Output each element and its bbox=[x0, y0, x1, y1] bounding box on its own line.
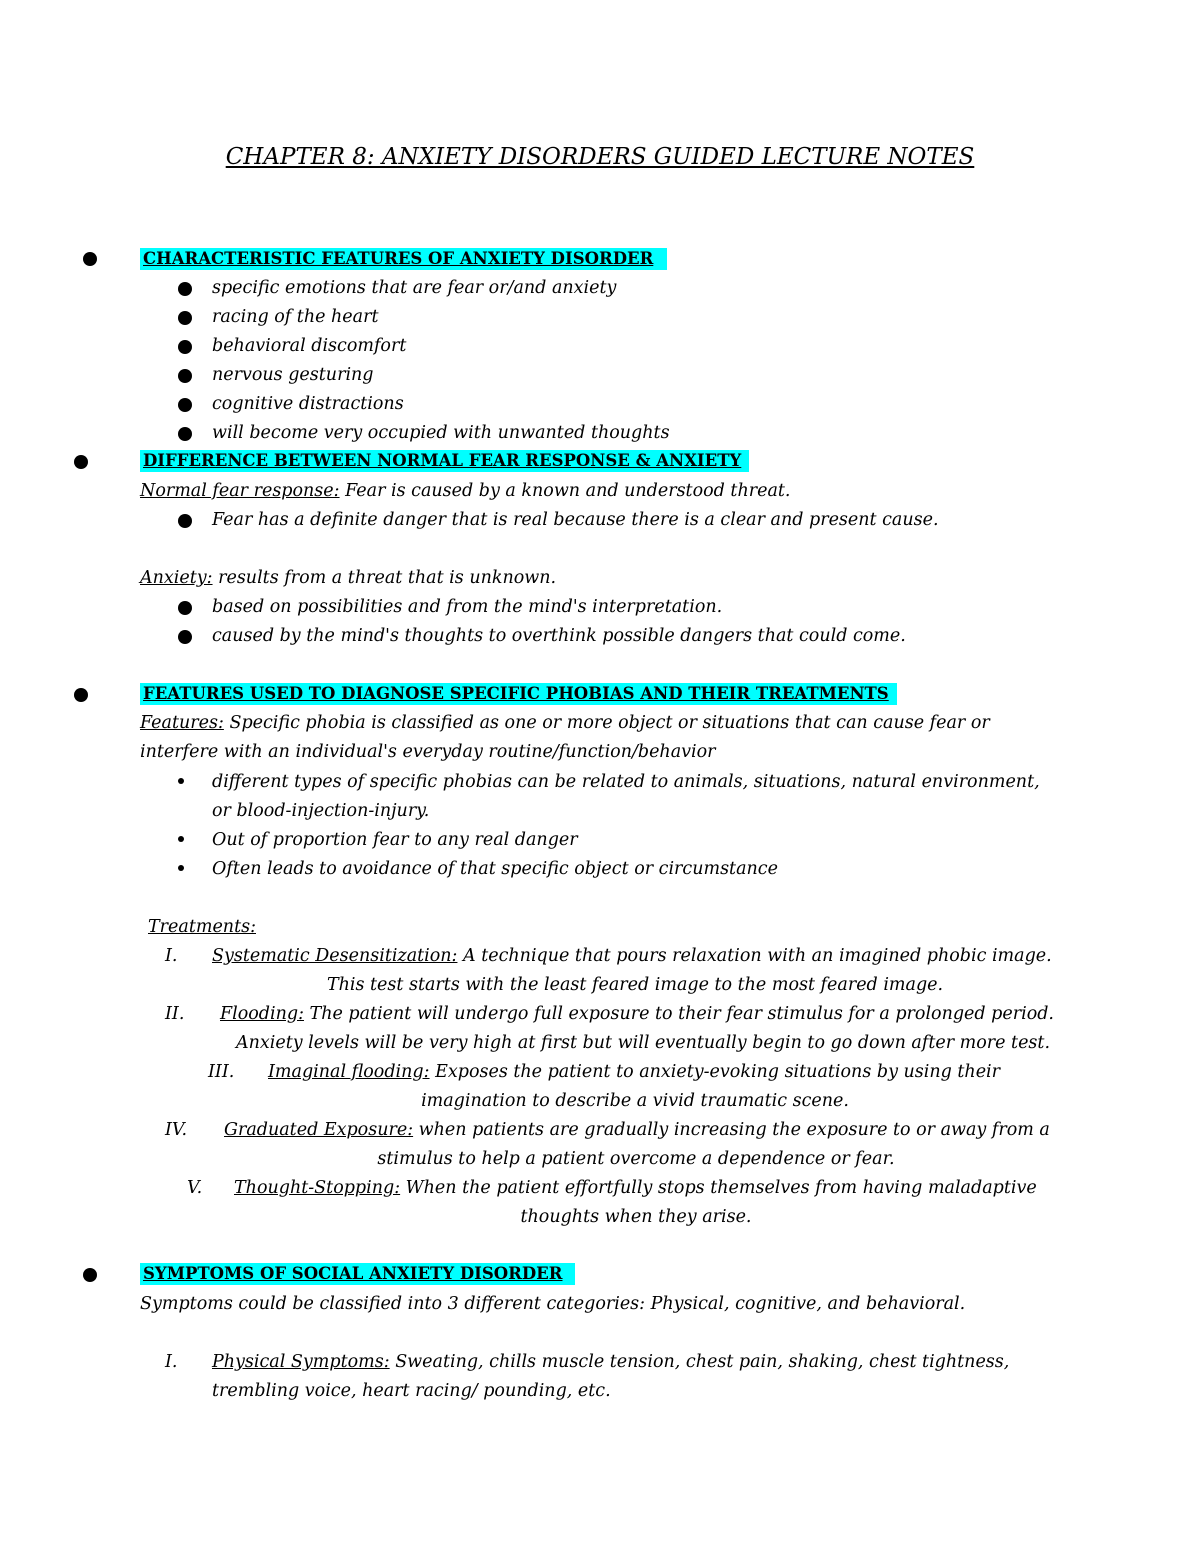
symptoms-intro: Symptoms could be classified into 3 different categories: Physical, cognitive, and behavioral. bbox=[140, 1294, 966, 1314]
treatment-text: Exposes the patient to anxiety-evoking situations by using their bbox=[429, 1062, 1001, 1082]
bullet-icon bbox=[74, 455, 88, 469]
treatment-name: Systematic Desensitization: bbox=[212, 946, 458, 966]
treatment-text: A technique that pours relaxation with an imagined phobic image. bbox=[457, 946, 1052, 966]
list-item: racing of the heart bbox=[212, 307, 379, 327]
features-line-cont: interfere with an individual's everyday routine/function/behavior bbox=[140, 742, 716, 762]
treatment-item bbox=[212, 945, 1052, 967]
list-item: Often leads to avoidance of that specific object or circumstance bbox=[212, 859, 778, 879]
section-heading: CHARACTERISTIC FEATURES OF ANXIETY DISORDER bbox=[140, 248, 667, 270]
treatment-cont: This test starts with the least feared image to the most feared image. bbox=[326, 975, 944, 995]
treatment-cont: thoughts when they arise. bbox=[520, 1207, 752, 1227]
treatment-name: Flooding: bbox=[220, 1004, 304, 1024]
list-item: will become very occupied with unwanted thoughts bbox=[212, 423, 670, 443]
treatment-item bbox=[234, 1177, 1037, 1199]
section-heading: DIFFERENCE BETWEEN NORMAL FEAR RESPONSE & ANXIETY bbox=[140, 450, 749, 472]
bullet-icon bbox=[178, 778, 184, 784]
treatment-name: Imaginal flooding: bbox=[268, 1062, 430, 1082]
normal-fear-line bbox=[140, 480, 790, 502]
treatment-number: II. bbox=[165, 1004, 185, 1024]
treatment-number: IV. bbox=[165, 1120, 188, 1140]
bullet-icon bbox=[178, 340, 192, 354]
symptom-cont: trembling voice, heart racing/ pounding, etc. bbox=[212, 1381, 611, 1401]
treatment-item bbox=[224, 1119, 1050, 1141]
anxiety-label: Anxiety: bbox=[140, 568, 213, 588]
list-item: Fear has a definite danger that is real because there is a clear and present cause. bbox=[212, 510, 939, 530]
list-item-cont: or blood-injection-injury. bbox=[212, 801, 430, 821]
list-item: specific emotions that are fear or/and anxiety bbox=[212, 278, 617, 298]
features-text: Specific phobia is classified as one or more object or situations that can cause fear or bbox=[223, 713, 990, 733]
treatments-label: Treatments: bbox=[148, 917, 256, 937]
bullet-icon bbox=[178, 630, 192, 644]
page-title: CHAPTER 8: ANXIETY DISORDERS GUIDED LECTURE NOTES bbox=[225, 144, 975, 170]
bullet-icon bbox=[74, 688, 88, 702]
list-item: nervous gesturing bbox=[212, 365, 374, 385]
bullet-icon bbox=[83, 252, 97, 266]
section-heading: FEATURES USED TO DIAGNOSE SPECIFIC PHOBIAS AND THEIR TREATMENTS bbox=[140, 683, 897, 705]
list-item: behavioral discomfort bbox=[212, 336, 407, 356]
symptom-text: Sweating, chills muscle tension, chest pain, shaking, chest tightness, bbox=[389, 1352, 1010, 1372]
features-label: Features: bbox=[140, 713, 224, 733]
treatment-item bbox=[220, 1003, 1054, 1025]
treatment-text: The patient will undergo full exposure to their fear stimulus for a prolonged period. bbox=[303, 1004, 1054, 1024]
list-item: different types of specific phobias can be related to animals, situations, natural environment, bbox=[212, 772, 1040, 792]
bullet-icon bbox=[178, 601, 192, 615]
treatment-text: When the patient effortfully stops themselves from having maladaptive bbox=[400, 1178, 1037, 1198]
treatment-number: I. bbox=[165, 946, 178, 966]
normal-fear-text: Fear is caused by a known and understood threat. bbox=[339, 481, 791, 501]
treatment-cont: Anxiety levels will be very high at first but will eventually begin to go down after more test. bbox=[235, 1033, 1051, 1053]
list-item: Out of proportion fear to any real danger bbox=[212, 830, 578, 850]
list-item: based on possibilities and from the mind's interpretation. bbox=[212, 597, 723, 617]
treatment-number: V. bbox=[187, 1178, 203, 1198]
symptom-label: Physical Symptoms: bbox=[212, 1352, 390, 1372]
treatment-number: III. bbox=[208, 1062, 235, 1082]
bullet-icon bbox=[178, 836, 184, 842]
bullet-icon bbox=[178, 311, 192, 325]
bullet-icon bbox=[83, 1268, 97, 1282]
section-heading: SYMPTOMS OF SOCIAL ANXIETY DISORDER bbox=[140, 1263, 575, 1285]
bullet-icon bbox=[178, 514, 192, 528]
treatment-text: when patients are gradually increasing the exposure to or away from a bbox=[413, 1120, 1050, 1140]
bullet-icon bbox=[178, 398, 192, 412]
bullet-icon bbox=[178, 369, 192, 383]
treatment-cont: imagination to describe a vivid traumatic scene. bbox=[421, 1091, 849, 1111]
symptom-number: I. bbox=[165, 1352, 178, 1372]
bullet-icon bbox=[178, 865, 184, 871]
bullet-icon bbox=[178, 282, 192, 296]
features-line bbox=[140, 712, 990, 734]
list-item: cognitive distractions bbox=[212, 394, 404, 414]
normal-fear-label: Normal fear response: bbox=[140, 481, 340, 501]
treatment-item bbox=[268, 1061, 1000, 1083]
list-item: caused by the mind's thoughts to overthink possible dangers that could come. bbox=[212, 626, 906, 646]
anxiety-line bbox=[140, 567, 556, 589]
symptom-item bbox=[212, 1351, 1009, 1373]
anxiety-text: results from a threat that is unknown. bbox=[212, 568, 557, 588]
treatment-name: Thought-Stopping: bbox=[234, 1178, 401, 1198]
treatment-cont: stimulus to help a patient overcome a dependence or fear. bbox=[377, 1149, 895, 1169]
treatment-name: Graduated Exposure: bbox=[224, 1120, 414, 1140]
bullet-icon bbox=[178, 427, 192, 441]
